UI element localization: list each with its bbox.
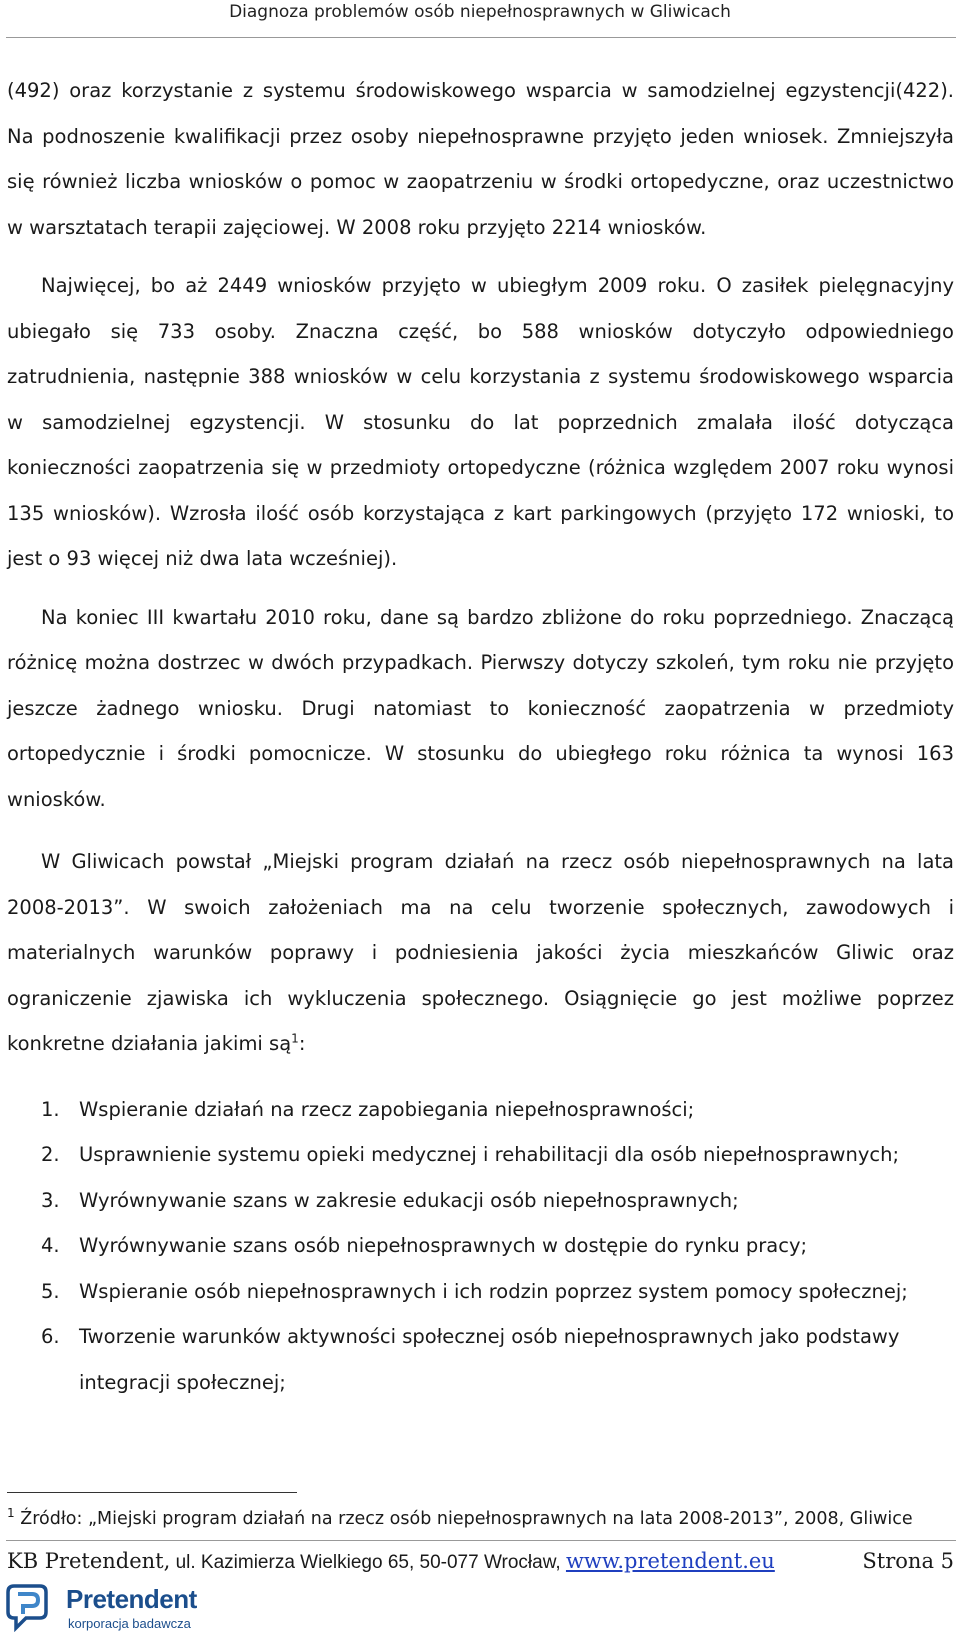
goals-list [7, 1087, 954, 1406]
logo-tagline: korporacja badawcza [68, 1616, 191, 1631]
website-link[interactable]: www.pretendent.eu [565, 1549, 775, 1573]
list-item [7, 1178, 954, 1224]
list-item-text: Tworzenie warunków aktywności społecznej osób niepełnosprawnych jako podstawy integracji społecznej; [79, 1325, 900, 1394]
list-item-text: Wyrównywanie szans osób niepełnosprawnych w dostępie do rynku pracy; [79, 1234, 808, 1257]
list-item-text: Wspieranie osób niepełnosprawnych i ich rodzin poprzez system pomocy społecznej; [79, 1279, 908, 1303]
paragraph-2: Najwięcej, bo aż 2449 wniosków przyjęto w ubiegłym 2009 roku. O zasiłek pielęgnacyjny ubiegało się 733 osoby. Znaczna część, bo 588 wniosków dotyczyło odpowiedniego zatrudnienia, następnie 388 wniosków w celu korzystania z systemu środowiskowego wsparcia w samodzielnej egzystencji. W stosunku do lat poprzednich zmalała ilość dotycząca konieczności zaopatrzenia się w przedmioty ortopedyczne (różnica względem 2007 roku wynosi 135 wniosków). Wzrosła ilość osób korzystająca z kart parkingowych (przyjęto 172 wnioski, to jest o 93 więcej niż dwa lata wcześniej). [7, 274, 954, 570]
logo-name: Pretendent [66, 1584, 197, 1614]
header-divider [6, 37, 956, 38]
paragraph-3: Na koniec III kwartału 2010 roku, dane są bardzo zbliżone do roku poprzedniego. Znaczącą różnicę można dostrzec w dwóch przypadkach. Pierwszy dotyczy szkoleń, tym roku nie przyjęto jeszcze żadnego wniosku. Drugi natomiast to konieczność zaopatrzenia w przedmioty ortopedycznie i środki pomocnicze. W stosunku do ubiegłego roku różnica ta wynosi 163 wniosków. [7, 605, 954, 811]
list-item-number: 4. [41, 1234, 60, 1257]
footnote-divider [7, 1492, 297, 1493]
list-item [7, 1132, 954, 1178]
list-item-number: 5. [41, 1279, 60, 1303]
list-item-number: 2. [41, 1143, 60, 1166]
list-item-text: Wyrównywanie szans w zakresie edukacji osób niepełnosprawnych; [79, 1188, 739, 1212]
list-item [7, 1314, 954, 1405]
pretendent-logo [4, 1582, 204, 1634]
paragraph-4-end: : [298, 1032, 306, 1055]
list-item [7, 1087, 954, 1133]
list-item [7, 1223, 954, 1269]
footnote-reference[interactable]: 1 [291, 1031, 299, 1046]
footer-company: KB Pretendent, [7, 1549, 171, 1573]
paragraph-4-text: W Gliwicach powstał „Miejski program działań na rzecz osób niepełnosprawnych na lata 2008-2013”. W swoich założeniach ma na celu tworzenie społecznych, zawodowych i materialnych warunków poprawy i podniesienia jakości życia mieszkańców Gliwic oraz ograniczenie zjawiska ich wykluczenia społecznego. Osiągnięcie go jest możliwe poprzez konkretne działania jakimi są [7, 850, 954, 1055]
paragraph-1: (492) oraz korzystanie z systemu środowiskowego wsparcia w samodzielnej egzystencji(422). Na podnoszenie kwalifikacji przez osoby niepełnosprawne przyjęto jeden wniosek. Zmniejszyła się również liczba wniosków o pomoc w zaopatrzeniu w środki ortopedyczne, oraz uczestnictwo w warsztatach terapii zajęciowej. W 2008 roku przyjęto 2214 wniosków. [7, 79, 954, 239]
logo-mark-icon [4, 1582, 50, 1632]
paragraph-4 [7, 839, 954, 1067]
footer-address: ul. Kazimierza Wielkiego 65, 50-077 Wrocław, [170, 1552, 566, 1573]
page-footer [7, 1546, 954, 1576]
list-item-text: Wspieranie działań na rzecz zapobiegania niepełnosprawności; [79, 1097, 695, 1121]
footnote [7, 1507, 954, 1531]
footnote-marker: 1 [7, 1506, 15, 1521]
list-item-number: 1. [41, 1097, 60, 1121]
list-item-number: 3. [41, 1188, 60, 1212]
page-header: Diagnoza problemów osób niepełnosprawnych w Gliwicach [229, 2, 731, 22]
list-item [7, 1269, 954, 1315]
list-item-number: 6. [41, 1325, 60, 1348]
page-number: Strona 5 [862, 1549, 954, 1573]
footnote-text: Źródło: „Miejski program działań na rzecz osób niepełnosprawnych na lata 2008-2013”, 2008, Gliwice [14, 1509, 913, 1529]
list-item-text: Usprawnienie systemu opieki medycznej i rehabilitacji dla osób niepełnosprawnych; [79, 1143, 900, 1166]
footer-divider [6, 1540, 956, 1541]
document-body [7, 68, 954, 1405]
